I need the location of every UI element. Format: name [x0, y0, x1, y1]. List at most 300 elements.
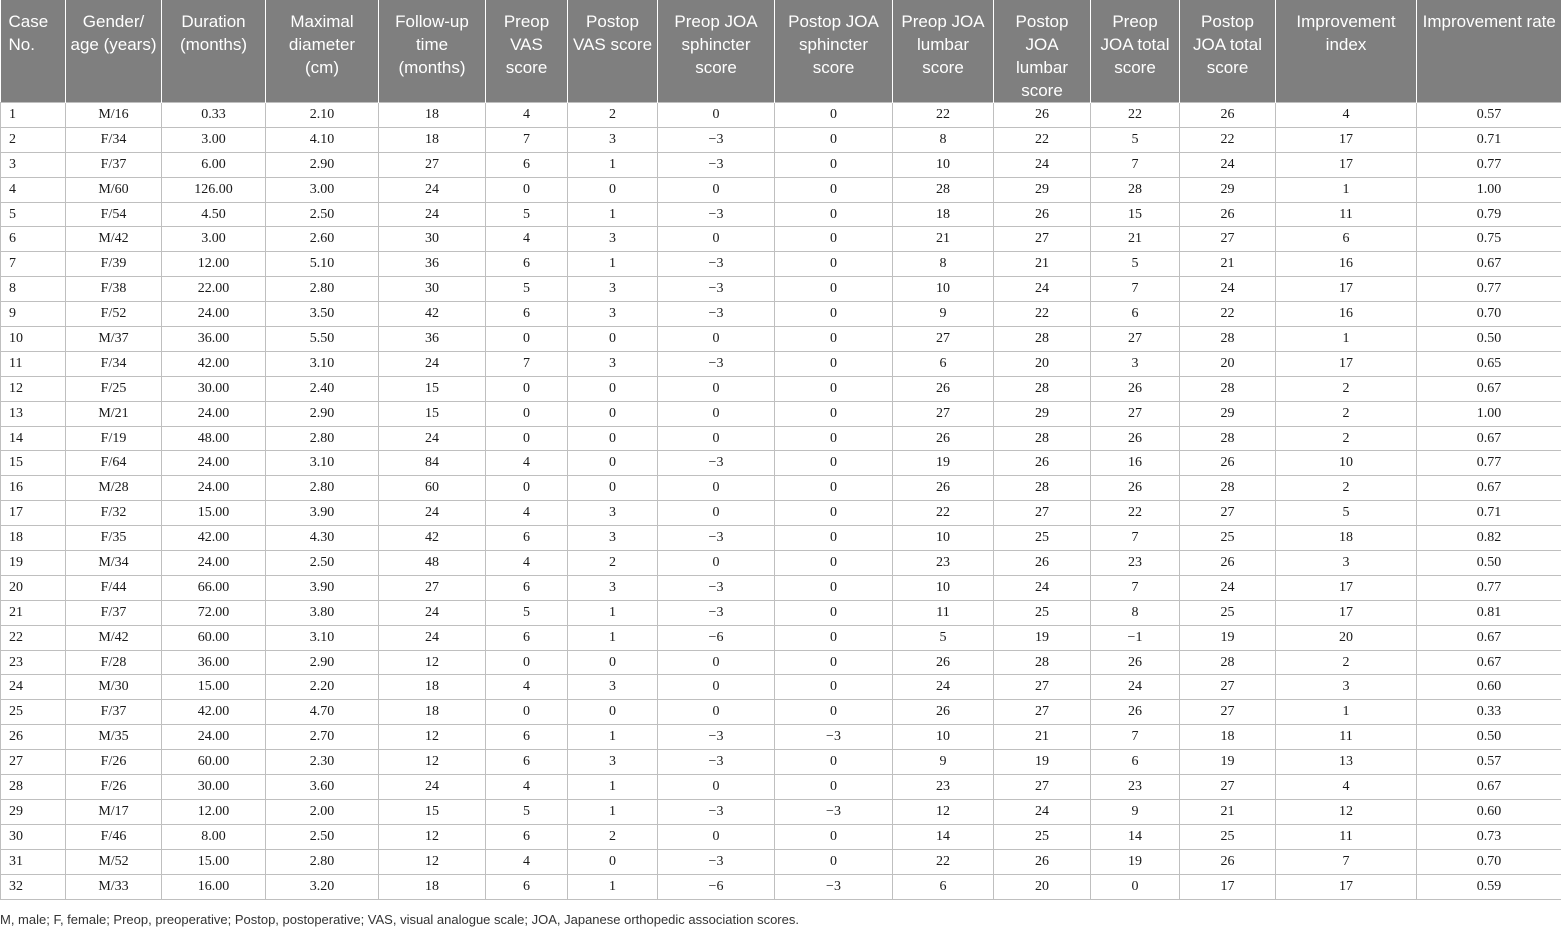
column-header: Preop JOA total score: [1091, 0, 1180, 103]
header-row: [1, 0, 1561, 103]
table-cell: 32: [1, 874, 66, 899]
table-cell: 0: [775, 152, 893, 177]
table-cell: 7: [1276, 849, 1417, 874]
table-cell: 7: [486, 351, 568, 376]
table-cell: 2: [1276, 650, 1417, 675]
table-cell: 6: [893, 351, 994, 376]
table-cell: M/52: [66, 849, 162, 874]
table-cell: 0: [658, 824, 775, 849]
table-cell: F/34: [66, 351, 162, 376]
table-cell: 5: [486, 202, 568, 227]
table-cell: 0: [658, 650, 775, 675]
table-cell: 2: [568, 824, 658, 849]
table-cell: 0: [658, 177, 775, 202]
table-row: [1, 799, 1561, 824]
table-cell: 60.00: [162, 750, 266, 775]
table-cell: −3: [658, 451, 775, 476]
table-cell: 4: [486, 103, 568, 128]
table-cell: 26: [893, 476, 994, 501]
table-cell: 7: [1091, 277, 1180, 302]
table-cell: 0: [775, 302, 893, 327]
table-cell: 11: [893, 600, 994, 625]
table-cell: 0: [658, 675, 775, 700]
table-cell: 1: [568, 799, 658, 824]
table-cell: 15.00: [162, 849, 266, 874]
table-cell: 1: [1276, 327, 1417, 352]
column-header: Preop JOA lumbar score: [893, 0, 994, 103]
table-cell: 2.00: [266, 799, 379, 824]
table-cell: 20: [1276, 625, 1417, 650]
table-cell: 15: [379, 401, 486, 426]
table-row: [1, 874, 1561, 899]
table-cell: 48: [379, 551, 486, 576]
table-cell: −3: [658, 351, 775, 376]
table-cell: 22: [1180, 302, 1276, 327]
table-cell: 2.40: [266, 376, 379, 401]
table-cell: 10: [893, 277, 994, 302]
column-header: Gender/ age (years): [66, 0, 162, 103]
table-cell: 24.00: [162, 551, 266, 576]
table-cell: 0: [486, 476, 568, 501]
table-cell: 24: [379, 600, 486, 625]
table-cell: 0: [568, 327, 658, 352]
table-cell: 13: [1276, 750, 1417, 775]
table-cell: 27: [1180, 775, 1276, 800]
table-cell: −3: [658, 526, 775, 551]
table-cell: 22: [994, 127, 1091, 152]
table-cell: 3: [568, 526, 658, 551]
table-cell: 1: [1276, 177, 1417, 202]
table-cell: 0.67: [1417, 426, 1561, 451]
table-cell: F/19: [66, 426, 162, 451]
table-cell: 18: [1180, 725, 1276, 750]
table-cell: 24: [994, 575, 1091, 600]
table-cell: 13: [1, 401, 66, 426]
table-cell: 10: [893, 152, 994, 177]
table-cell: 0.77: [1417, 451, 1561, 476]
table-cell: 3.80: [266, 600, 379, 625]
table-cell: 24: [379, 351, 486, 376]
table-cell: 25: [994, 824, 1091, 849]
table-cell: 0.82: [1417, 526, 1561, 551]
table-cell: M/33: [66, 874, 162, 899]
table-cell: F/64: [66, 451, 162, 476]
table-cell: 20: [1180, 351, 1276, 376]
table-cell: 3.10: [266, 451, 379, 476]
column-header: Improvement index: [1276, 0, 1417, 103]
table-cell: 18: [1, 526, 66, 551]
table-cell: 12.00: [162, 252, 266, 277]
table-cell: 7: [1091, 152, 1180, 177]
table-row: [1, 127, 1561, 152]
table-cell: 0: [658, 476, 775, 501]
table-cell: M/60: [66, 177, 162, 202]
table-cell: 7: [1091, 725, 1180, 750]
table-cell: 22: [1091, 103, 1180, 128]
table-cell: 27: [1180, 501, 1276, 526]
table-cell: 0: [775, 376, 893, 401]
table-footnote: M, male; F, female; Preop, preoperative; Postop, postoperative; VAS, visual analogue scale; JOA, Japanese orthopedic association scores.: [0, 912, 799, 927]
table-cell: 0: [775, 625, 893, 650]
table-cell: 19: [1, 551, 66, 576]
table-row: [1, 700, 1561, 725]
table-cell: −3: [658, 152, 775, 177]
table-cell: 7: [1, 252, 66, 277]
table-cell: 0.50: [1417, 327, 1561, 352]
table-cell: 15.00: [162, 501, 266, 526]
table-cell: 24.00: [162, 451, 266, 476]
table-cell: 2.90: [266, 401, 379, 426]
table-cell: 27: [1180, 227, 1276, 252]
table-cell: 3.00: [162, 127, 266, 152]
table-cell: 12: [893, 799, 994, 824]
table-cell: 26: [994, 103, 1091, 128]
table-cell: 0: [568, 650, 658, 675]
table-cell: F/32: [66, 501, 162, 526]
table-cell: 26: [893, 376, 994, 401]
table-cell: 27: [1091, 401, 1180, 426]
table-cell: 28: [893, 177, 994, 202]
table-cell: 8: [893, 252, 994, 277]
column-header: Follow-up time (months): [379, 0, 486, 103]
table-cell: 22: [1, 625, 66, 650]
table-cell: 18: [379, 700, 486, 725]
table-cell: 20: [1, 575, 66, 600]
table-cell: 0.50: [1417, 725, 1561, 750]
table-row: [1, 600, 1561, 625]
table-cell: 27: [994, 227, 1091, 252]
table-cell: −3: [775, 799, 893, 824]
table-cell: 0: [658, 775, 775, 800]
table-cell: 5.50: [266, 327, 379, 352]
table-cell: 2.80: [266, 426, 379, 451]
table-cell: 11: [1276, 202, 1417, 227]
table-row: [1, 302, 1561, 327]
table-cell: 15.00: [162, 675, 266, 700]
table-cell: 17: [1276, 874, 1417, 899]
column-header: Maximal diameter (cm): [266, 0, 379, 103]
table-cell: 0: [775, 849, 893, 874]
table-cell: F/52: [66, 302, 162, 327]
table-cell: 3: [568, 750, 658, 775]
table-cell: 26: [994, 551, 1091, 576]
table-cell: 28: [1, 775, 66, 800]
table-cell: 0.77: [1417, 277, 1561, 302]
table-cell: 3.00: [266, 177, 379, 202]
table-cell: 0: [775, 252, 893, 277]
table-cell: −3: [658, 302, 775, 327]
table-cell: 26: [1091, 426, 1180, 451]
table-cell: 4: [486, 501, 568, 526]
table-cell: 0.81: [1417, 600, 1561, 625]
table-cell: 25: [994, 600, 1091, 625]
table-cell: 0.33: [162, 103, 266, 128]
table-cell: 1: [568, 725, 658, 750]
table-cell: 24: [1180, 152, 1276, 177]
table-cell: 3: [568, 127, 658, 152]
table-cell: 36: [379, 252, 486, 277]
table-cell: 0: [658, 401, 775, 426]
table-cell: 17: [1180, 874, 1276, 899]
table-cell: F/39: [66, 252, 162, 277]
table-cell: 0: [568, 426, 658, 451]
table-cell: 0.79: [1417, 202, 1561, 227]
table-cell: 24: [1091, 675, 1180, 700]
table-cell: 3.50: [266, 302, 379, 327]
table-cell: 0.60: [1417, 675, 1561, 700]
table-cell: 30: [1, 824, 66, 849]
table-cell: 7: [486, 127, 568, 152]
table-cell: 0.67: [1417, 476, 1561, 501]
table-cell: 0.71: [1417, 501, 1561, 526]
table-row: [1, 376, 1561, 401]
table-cell: 1: [568, 202, 658, 227]
table-cell: −1: [1091, 625, 1180, 650]
table-cell: 60.00: [162, 625, 266, 650]
table-cell: M/35: [66, 725, 162, 750]
table-cell: 16: [1276, 302, 1417, 327]
table-cell: 18: [379, 127, 486, 152]
table-cell: 3.90: [266, 575, 379, 600]
table-cell: 6: [486, 874, 568, 899]
table-cell: −6: [658, 874, 775, 899]
table-cell: 27: [379, 152, 486, 177]
table-cell: 5: [1276, 501, 1417, 526]
table-cell: 0: [775, 501, 893, 526]
table-cell: 1: [568, 775, 658, 800]
table-cell: 5.10: [266, 252, 379, 277]
table-cell: 2: [568, 103, 658, 128]
table-cell: 20: [994, 351, 1091, 376]
table-cell: 5: [893, 625, 994, 650]
table-cell: 0.59: [1417, 874, 1561, 899]
table-cell: 0: [775, 177, 893, 202]
table-cell: 36: [379, 327, 486, 352]
table-cell: 2.90: [266, 152, 379, 177]
table-cell: 26: [893, 426, 994, 451]
table-cell: 28: [994, 376, 1091, 401]
table-row: [1, 252, 1561, 277]
table-cell: F/37: [66, 152, 162, 177]
table-row: [1, 824, 1561, 849]
table-cell: 22: [1091, 501, 1180, 526]
table-cell: F/26: [66, 750, 162, 775]
table-cell: 30: [379, 227, 486, 252]
table-cell: 6: [893, 874, 994, 899]
table-row: [1, 725, 1561, 750]
table-cell: 26: [1091, 700, 1180, 725]
table-cell: 2: [1276, 376, 1417, 401]
table-cell: F/26: [66, 775, 162, 800]
table-cell: 0.75: [1417, 227, 1561, 252]
table-cell: 6: [1276, 227, 1417, 252]
table-cell: 14: [1091, 824, 1180, 849]
table-cell: 24: [379, 426, 486, 451]
table-cell: 0.57: [1417, 750, 1561, 775]
table-cell: 26: [994, 202, 1091, 227]
table-cell: 1: [1276, 700, 1417, 725]
table-cell: 0: [1091, 874, 1180, 899]
table-cell: 24: [893, 675, 994, 700]
table-cell: 28: [1091, 177, 1180, 202]
table-row: [1, 451, 1561, 476]
table-cell: 0.65: [1417, 351, 1561, 376]
table-cell: 12: [379, 824, 486, 849]
table-cell: F/46: [66, 824, 162, 849]
table-cell: 0: [568, 849, 658, 874]
table-cell: 1: [568, 152, 658, 177]
table-cell: M/42: [66, 227, 162, 252]
table-cell: 17: [1276, 600, 1417, 625]
table-cell: 26: [1180, 103, 1276, 128]
table-cell: 0: [658, 551, 775, 576]
table-cell: 2.90: [266, 650, 379, 675]
table-cell: 27: [994, 700, 1091, 725]
table-cell: 24.00: [162, 725, 266, 750]
table-row: [1, 501, 1561, 526]
table-cell: 3: [568, 675, 658, 700]
table-cell: 8: [1091, 600, 1180, 625]
table-cell: 1: [568, 625, 658, 650]
table-cell: 20: [994, 874, 1091, 899]
table-cell: 2: [1276, 426, 1417, 451]
table-cell: 2.80: [266, 277, 379, 302]
table-cell: 16: [1091, 451, 1180, 476]
table-row: [1, 327, 1561, 352]
table-cell: 30: [379, 277, 486, 302]
table-cell: 3: [1276, 675, 1417, 700]
table-cell: 24: [379, 177, 486, 202]
table-cell: 0: [775, 650, 893, 675]
table-cell: 28: [1180, 327, 1276, 352]
table-cell: F/37: [66, 600, 162, 625]
table-cell: 24: [1180, 575, 1276, 600]
table-cell: 9: [893, 302, 994, 327]
table-cell: 12: [379, 849, 486, 874]
table-cell: 3: [568, 575, 658, 600]
table-cell: 22: [893, 501, 994, 526]
table-cell: 0.73: [1417, 824, 1561, 849]
table-cell: 2.30: [266, 750, 379, 775]
table-cell: M/30: [66, 675, 162, 700]
table-cell: 0: [775, 575, 893, 600]
table-cell: 15: [1091, 202, 1180, 227]
table-cell: 0.70: [1417, 849, 1561, 874]
table-cell: −3: [658, 600, 775, 625]
table-cell: 10: [893, 575, 994, 600]
table-cell: 28: [1180, 426, 1276, 451]
table-cell: 21: [1180, 252, 1276, 277]
table-row: [1, 625, 1561, 650]
table-cell: 0: [775, 551, 893, 576]
table-cell: 23: [1, 650, 66, 675]
table-cell: 4: [486, 551, 568, 576]
table-cell: 3: [1276, 551, 1417, 576]
table-cell: 27: [1, 750, 66, 775]
table-header: [1, 0, 1561, 103]
table-cell: 28: [994, 476, 1091, 501]
table-cell: 9: [1091, 799, 1180, 824]
table-cell: F/54: [66, 202, 162, 227]
table-row: [1, 775, 1561, 800]
table-cell: 6: [1, 227, 66, 252]
table-cell: 2.50: [266, 824, 379, 849]
table-cell: 26: [1091, 650, 1180, 675]
table-cell: 25: [1180, 526, 1276, 551]
table-row: [1, 351, 1561, 376]
table-cell: 19: [994, 750, 1091, 775]
table-cell: 2.60: [266, 227, 379, 252]
table-cell: 25: [1180, 600, 1276, 625]
table-row: [1, 426, 1561, 451]
table-cell: 42.00: [162, 700, 266, 725]
table-cell: 19: [1091, 849, 1180, 874]
table-cell: 66.00: [162, 575, 266, 600]
table-row: [1, 202, 1561, 227]
table-cell: 0: [775, 526, 893, 551]
table-cell: −3: [658, 750, 775, 775]
table-cell: 24: [379, 625, 486, 650]
table-cell: 19: [893, 451, 994, 476]
table-cell: 60: [379, 476, 486, 501]
table-cell: 26: [893, 700, 994, 725]
table-cell: 3.00: [162, 227, 266, 252]
table-cell: M/16: [66, 103, 162, 128]
table-cell: 22.00: [162, 277, 266, 302]
table-cell: 26: [1091, 376, 1180, 401]
table-cell: 0: [486, 327, 568, 352]
table-cell: 27: [994, 775, 1091, 800]
table-cell: 0: [775, 277, 893, 302]
table-cell: 5: [1091, 252, 1180, 277]
table-cell: 3: [568, 351, 658, 376]
table-cell: 24: [379, 202, 486, 227]
table-cell: 5: [486, 799, 568, 824]
table-cell: 5: [1, 202, 66, 227]
table-cell: 26: [994, 451, 1091, 476]
table-cell: 23: [1091, 775, 1180, 800]
table-cell: 3.20: [266, 874, 379, 899]
table-cell: −3: [775, 874, 893, 899]
column-header: Preop VAS score: [486, 0, 568, 103]
table-cell: 11: [1276, 824, 1417, 849]
table-row: [1, 152, 1561, 177]
table-cell: 4.70: [266, 700, 379, 725]
table-cell: 2: [1276, 476, 1417, 501]
table-cell: 27: [1091, 327, 1180, 352]
table-cell: 0.67: [1417, 650, 1561, 675]
table-cell: 21: [893, 227, 994, 252]
table-cell: 2: [1, 127, 66, 152]
table-cell: 4: [486, 675, 568, 700]
table-row: [1, 650, 1561, 675]
table-cell: 0: [775, 401, 893, 426]
table-cell: 3: [1, 152, 66, 177]
table-cell: 0.67: [1417, 625, 1561, 650]
table-cell: 24: [379, 501, 486, 526]
column-header: Postop JOA lumbar score: [994, 0, 1091, 103]
table-cell: 24.00: [162, 401, 266, 426]
table-cell: 27: [1180, 675, 1276, 700]
table-cell: 17: [1, 501, 66, 526]
table-cell: 22: [994, 302, 1091, 327]
table-cell: F/28: [66, 650, 162, 675]
table-row: [1, 551, 1561, 576]
table-cell: 0: [775, 327, 893, 352]
table-cell: 42: [379, 302, 486, 327]
table-cell: 4.10: [266, 127, 379, 152]
table-cell: F/35: [66, 526, 162, 551]
